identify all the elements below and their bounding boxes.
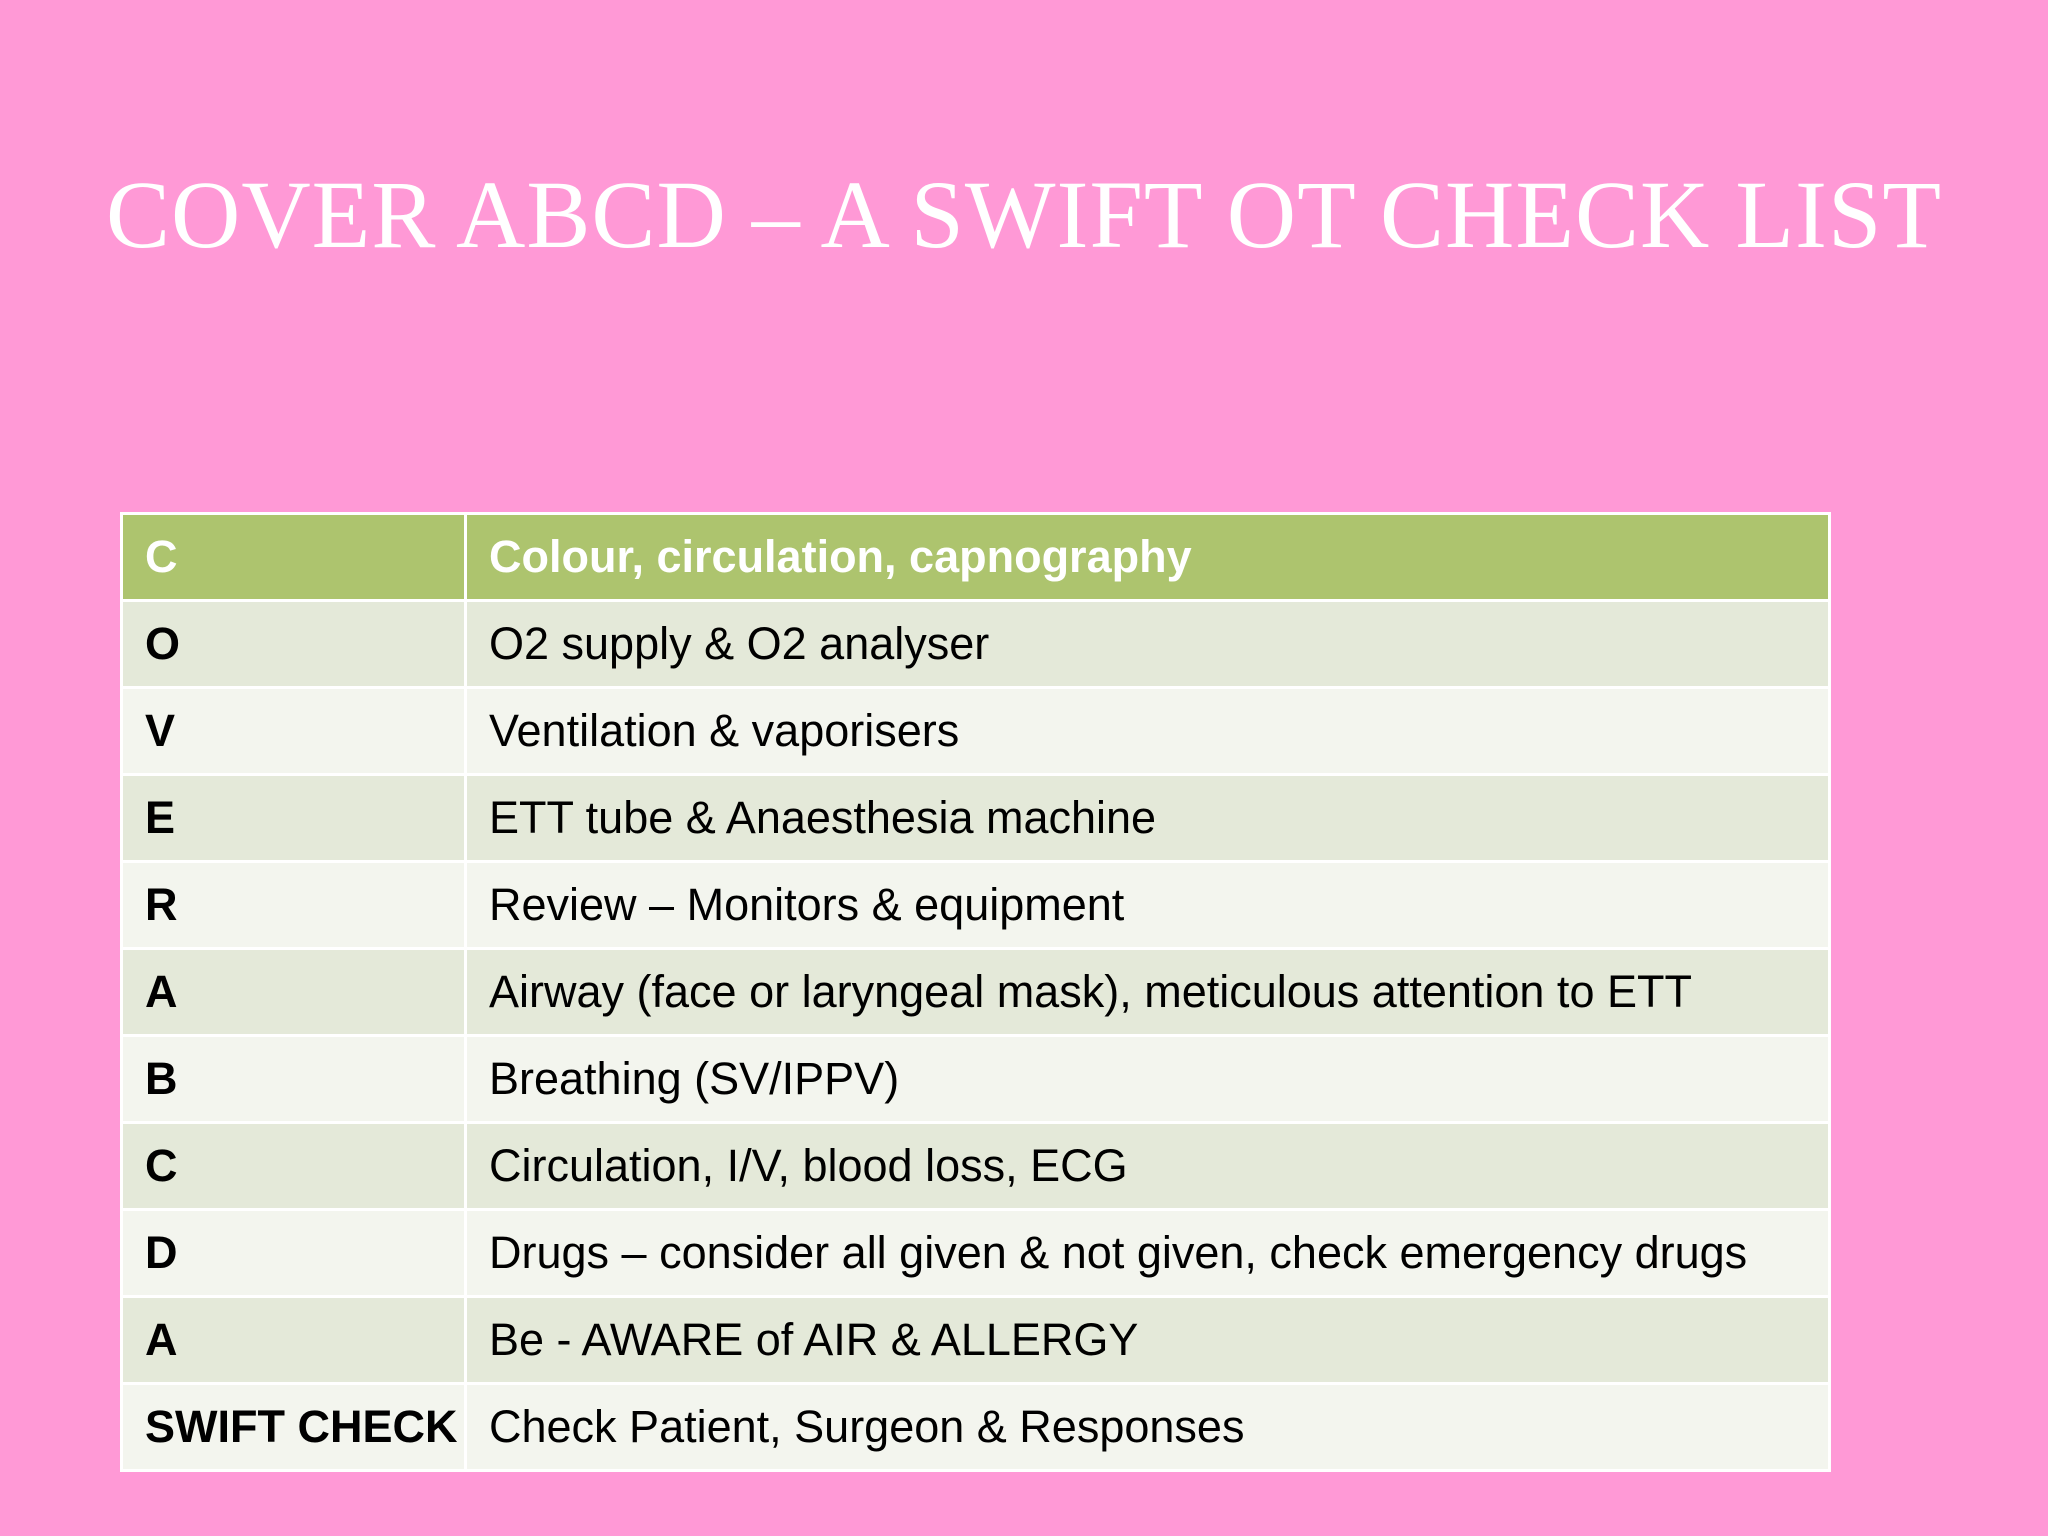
mnemonic-letter: R <box>122 862 466 949</box>
mnemonic-letter: A <box>122 1297 466 1384</box>
mnemonic-letter: A <box>122 949 466 1036</box>
mnemonic-letter: V <box>122 688 466 775</box>
mnemonic-description: Breathing (SV/IPPV) <box>466 1036 1830 1123</box>
table-row <box>122 1384 1830 1471</box>
mnemonic-description: ETT tube & Anaesthesia machine <box>466 775 1830 862</box>
mnemonic-description: Ventilation & vaporisers <box>466 688 1830 775</box>
table-row <box>122 1297 1830 1384</box>
mnemonic-description: Drugs – consider all given & not given, check emergency drugs <box>466 1210 1830 1297</box>
table-row <box>122 1036 1830 1123</box>
table-row <box>122 862 1830 949</box>
checklist-table <box>120 512 1831 1472</box>
mnemonic-description: Airway (face or laryngeal mask), meticulous attention to ETT <box>466 949 1830 1036</box>
table-row <box>122 514 1830 601</box>
mnemonic-description: Colour, circulation, capnography <box>466 514 1830 601</box>
mnemonic-letter: B <box>122 1036 466 1123</box>
table-row <box>122 1123 1830 1210</box>
mnemonic-letter: C <box>122 1123 466 1210</box>
mnemonic-description: O2 supply & O2 analyser <box>466 601 1830 688</box>
table-row <box>122 601 1830 688</box>
mnemonic-letter: D <box>122 1210 466 1297</box>
table-row <box>122 949 1830 1036</box>
mnemonic-letter: C <box>122 514 466 601</box>
mnemonic-description: Review – Monitors & equipment <box>466 862 1830 949</box>
slide-title: COVER ABCD – A SWIFT OT CHECK LIST <box>105 161 1942 268</box>
mnemonic-description: Be - AWARE of AIR & ALLERGY <box>466 1297 1830 1384</box>
mnemonic-letter: E <box>122 775 466 862</box>
mnemonic-description: Check Patient, Surgeon & Responses <box>466 1384 1830 1471</box>
table-row <box>122 688 1830 775</box>
table-row <box>122 1210 1830 1297</box>
table-row <box>122 775 1830 862</box>
mnemonic-letter: O <box>122 601 466 688</box>
mnemonic-letter: SWIFT CHECK <box>122 1384 466 1471</box>
mnemonic-description: Circulation, I/V, blood loss, ECG <box>466 1123 1830 1210</box>
